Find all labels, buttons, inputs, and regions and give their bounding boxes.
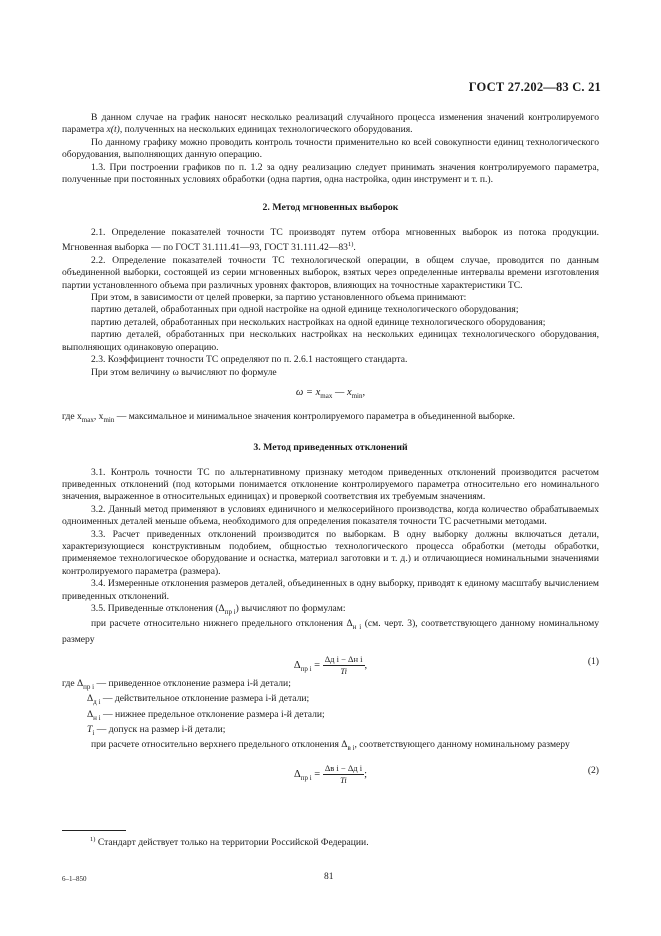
list-item: партию деталей, обработанных при нескольких настройках на одной единице технологического оборудования; <box>91 316 546 328</box>
section-heading: 3. Метод приведенных отклонений <box>253 442 408 454</box>
paragraph: 2.3. Коэффициент точности ТС определяют по п. 2.6.1 настоящего стандарта. <box>91 354 408 366</box>
paragraph: По данному графику можно проводить контроль точности применительно ко всей совокупности единиц технологического оборудования, выполняющих данную операцию. <box>62 136 599 161</box>
formula-1: $\Delta_{пр i}$ = $\frac{\text{Δд i − Δн i}}{Ti}$ , (1) <box>293 654 599 677</box>
section-heading: 2. Метод мгновенных выборок <box>262 202 399 214</box>
paragraph: При этом, в зависимости от целей проверки, за партию установленного объема принимают: <box>91 292 467 304</box>
footnote: $^{1)}$ Стандарт действует только на территории Российской Федерации. <box>90 836 369 849</box>
paragraph: 2.2. Определение показателей точности ТС технологической операции, в общем случае, проводится по данным объединенной выборки, состоящей из серии мгновенных выборок, взятых через определенные интервалы времени изготовления партии установленного объема при различных уровнях факторов, влияющих на точностные характеристики ТС. <box>62 254 599 291</box>
paragraph: 3.4. Измеренные отклонения размеров деталей, объединенных в одну выборку, приводят к единому масштабу вычислением приведенных отклонений. <box>62 578 599 602</box>
paragraph: 1.3. При построении графиков по п. 1.2 за одну реализацию следует принимать значения контролируемого параметра, полученные при постоянных условиях обработки (одна партия, одна настройка, один инструмент и т. п.). <box>62 161 599 186</box>
formula-explanation: где $x_{max}$, $x_{min}$ — максимальное и минимальное значения контролируемого параметра в объединенной выборке. <box>62 410 515 424</box>
paragraph: 3.1. Контроль точности ТС по альтернативному признаку методом приведенных отклонений производится расчетом приведенных отклонений (под которыми понимается отклонение контролируемого параметра относительно его номинального значения, выраженное в относительных единицах) и проверкой соответствия их требуемым значениям. <box>62 466 599 503</box>
paragraph: 3.3. Расчет приведенных отклонений производится по выборкам. В одну выборку должны включаться детали, характеризующиеся конструктивным подобием, общностью технологического процесса обработки (методы обработки, применяемое технологическое оборудование и оснастка, материал заготовки и т. д.) и отличающиеся номинальными значениями контролируемого параметра (размера). <box>62 528 599 577</box>
paragraph: При этом величину ω вычисляют по формуле <box>91 366 277 378</box>
formula-2: $\Delta_{пр i}$ = $\frac{\text{Δв i − Δд i}}{Ti}$ ; (2) <box>293 762 599 785</box>
footnote-divider <box>62 830 126 831</box>
paragraph: при расчете относительно верхнего предельного отклонения $\Delta_{в i}$, соответствующего данному номинальному размеру <box>91 739 570 753</box>
fraction: $\frac{\text{Δв i − Δд i}}{Ti}$ <box>324 762 363 785</box>
page-number: 81 <box>324 872 334 882</box>
list-item: партию деталей, обработанных при одной настройке на одной единице технологического оборудования; <box>91 304 519 316</box>
document-body <box>62 112 599 787</box>
page-header: ГОСТ 27.202—83 С. 21 <box>468 80 601 94</box>
paragraph: 2.1. Определение показателей точности ТС производят путем отбора мгновенных выборок из потока продукции. Мгновенная выборка — по ГОСТ 31.111.41—93, ГОСТ 31.111.42—83$^{1)}$. <box>62 226 599 254</box>
paragraph: В данном случае на график наносят несколько реализаций случайного процесса изменения значений контролируемого параметра x(t), полученных на нескольких единицах технологического оборудования. <box>62 112 599 136</box>
formula-number: (1) <box>587 656 599 668</box>
formula-legend: где $\Delta_{пр i}$ — приведенное отклонение размера i-й детали; $\Delta_{д i}$ — действительное отклонение размера i-й детали; $\Delta_{н i}$ — нижнее предельное отклонение размера i-й детали; $T_i$ — допуск на размер i-й детали; <box>62 678 325 737</box>
list-item: партию деталей, обработанных при нескольких настройках на нескольких единицах технологического оборудования, выполняющих одинаковую операцию. <box>62 329 599 353</box>
formula-number: (2) <box>587 764 599 776</box>
paragraph: 3.2. Данный метод применяют в условиях единичного и мелкосерийного производства, когда количество обрабатываемых одноименных деталей меньше объема, необходимого для определения показателя точности ТС расчетными методами. <box>62 503 599 528</box>
paragraph: 3.5. Приведенные отклонения $(\Delta_{пр i})$ вычисляют по формулам: <box>91 603 346 616</box>
formula-omega: $\omega = x_{max}$ — $x_{min}$, <box>295 386 366 400</box>
paragraph: при расчете относительно нижнего предельного отклонения $\Delta_{н i}$ (см. черт. 3), соответствующего данному номинальному размеру <box>62 618 599 645</box>
print-code: 6–1–850 <box>62 875 87 883</box>
fraction: $\frac{\text{Δд i − Δн i}}{Ti}$ <box>324 654 363 677</box>
